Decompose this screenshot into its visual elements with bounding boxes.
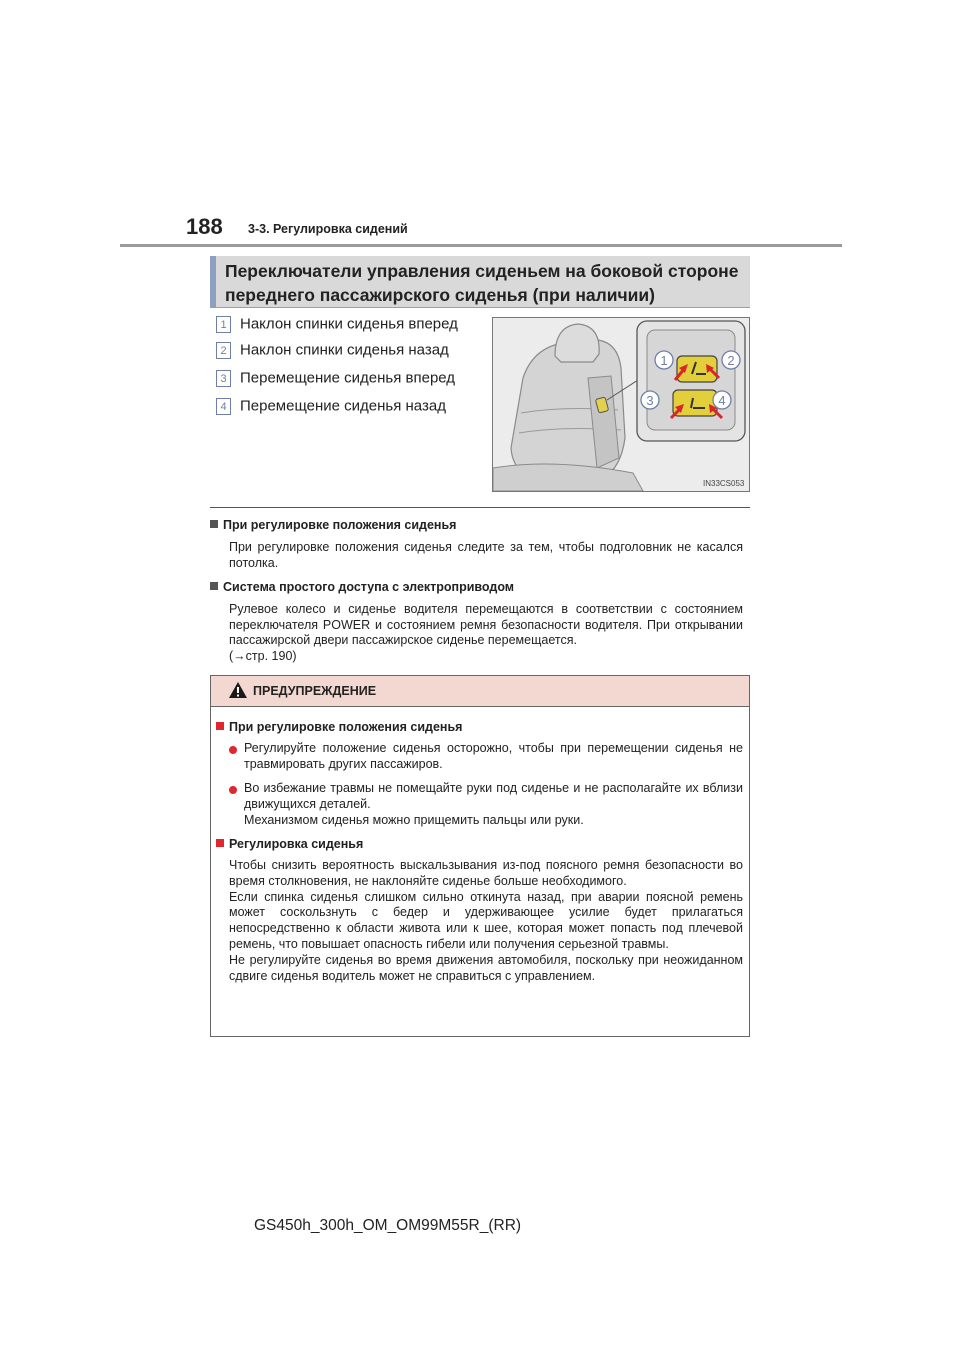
list-item — [216, 397, 446, 419]
note-body — [229, 602, 743, 664]
red-dot-bullet-icon — [229, 786, 237, 794]
warning-title: ПРЕДУПРЕЖДЕНИЕ — [253, 684, 377, 698]
warning-paragraph: Не регулируйте сиденья во время движения автомобиля, поскольку при неожиданном сдвиге сиденья водитель может не справиться с управлением. — [229, 952, 743, 983]
red-square-bullet-icon — [216, 839, 224, 847]
header-rule — [120, 244, 842, 247]
section-heading — [225, 259, 745, 307]
list-item-label: Перемещение сиденья вперед — [240, 369, 456, 387]
warning-section-title-text: Регулировка сиденья — [229, 837, 364, 851]
list-item — [216, 369, 455, 391]
warning-paragraph: Если спинка сиденья слишком сильно откинута назад, при аварии поясной ремень может соскользнуть с бедер и удерживающее усилие будет прилагаться непосредственно к области живота или к шее, которая может попасть под плечевой ремень, что повышает опасность гибели или получения серьезной травмы. — [229, 889, 743, 951]
number-3-icon: 3 — [216, 370, 231, 387]
seat-switch-illustration — [492, 317, 750, 492]
list-item-label: Наклон спинки сиденья вперед — [240, 315, 458, 333]
number-1-icon: 1 — [216, 316, 231, 333]
page-reference-link[interactable]: (→стр. 190) — [229, 648, 297, 663]
footer-doc-code: GS450h_300h_OM_OM99M55R_(RR) — [254, 1217, 522, 1234]
figure-code: IN33CS053 — [703, 479, 745, 488]
callout-4-label: 4 — [718, 393, 726, 408]
red-square-bullet-icon — [216, 722, 224, 730]
warning-paragraph: Чтобы снизить вероятность выскальзывания из-под поясного ремня безопасности во время столкновения, не наклоняйте сиденье больше необходимого. — [229, 858, 743, 888]
warning-bullet: Регулируйте положение сиденья осторожно, чтобы при перемещении сиденья не травмировать других пассажиров. — [244, 741, 743, 771]
warning-bullet — [244, 781, 743, 828]
note-title-text: При регулировке положения сиденья — [223, 518, 457, 532]
square-bullet-icon — [210, 520, 218, 528]
square-bullet-icon — [210, 582, 218, 590]
list-item — [216, 341, 449, 363]
note-title — [210, 580, 514, 594]
callout-2-label: 2 — [727, 353, 735, 368]
section-heading-line1: Переключатели управления сиденьем на боковой стороне — [225, 261, 739, 281]
list-item-label: Перемещение сиденья назад — [240, 397, 446, 415]
list-item-label: Наклон спинки сиденья назад — [240, 341, 449, 359]
warning-section-title — [216, 720, 462, 734]
warning-triangle-icon — [228, 681, 248, 704]
note-body-text: Рулевое колесо и сиденье водителя перемещаются в соответствии с состоянием переключателя POWER и состоянием ремня безопасности водителя. При открывании пассажирской двери пассажирское сиденье перемещается. — [229, 602, 743, 647]
seat-illustration-svg — [493, 318, 749, 491]
note-title — [210, 518, 456, 532]
warning-paragraphs — [229, 858, 743, 984]
section-title: 3-3. Регулировка сидений — [248, 222, 408, 236]
section-heading-line2: переднего пассажирского сиденья (при наличии) — [225, 285, 655, 305]
warning-section-title-text: При регулировке положения сиденья — [229, 720, 463, 734]
callout-1-label: 1 — [660, 353, 668, 368]
number-2-icon: 2 — [216, 342, 231, 359]
warning-bullet-text: Механизмом сиденья можно прищемить пальцы или руки. — [244, 812, 584, 827]
list-item — [216, 315, 458, 337]
number-4-icon: 4 — [216, 398, 231, 415]
warning-bullet-text: Во избежание травмы не помещайте руки под сиденье и не располагайте их вблизи движущихся деталей. — [244, 781, 743, 811]
section-heading-underline — [210, 307, 750, 308]
note-body: При регулировке положения сиденья следите за тем, чтобы подголовник не касался потолка. — [229, 540, 743, 570]
note-title-text: Система простого доступа с электроприводом — [223, 580, 515, 594]
callout-3-label: 3 — [646, 393, 654, 408]
page-number: 188 — [186, 214, 223, 239]
red-dot-bullet-icon — [229, 746, 237, 754]
warning-section-title — [216, 837, 363, 851]
divider — [210, 507, 750, 508]
